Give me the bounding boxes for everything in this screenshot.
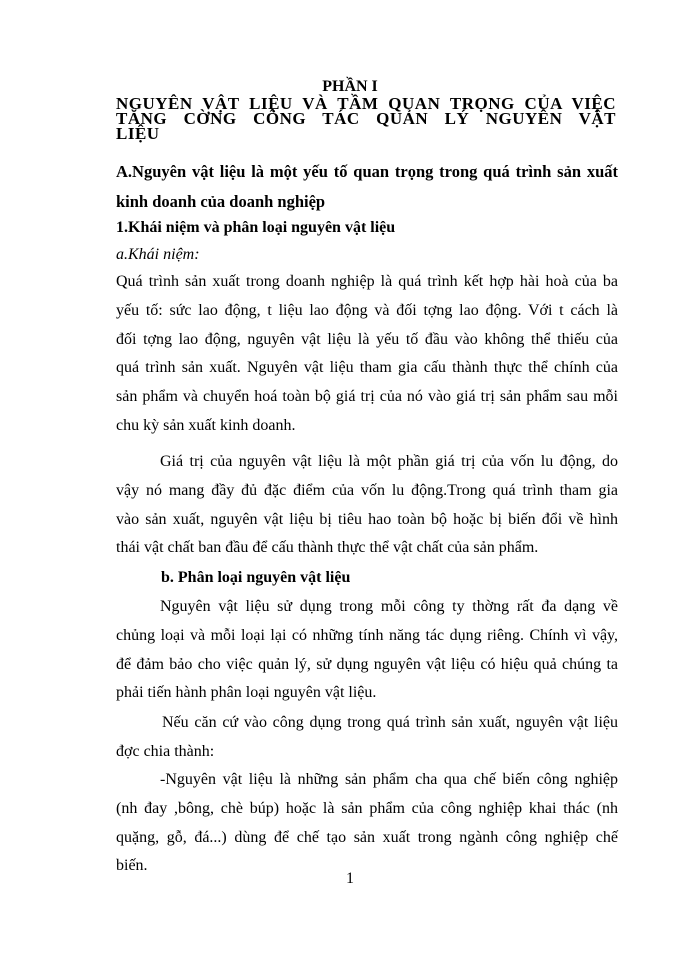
- text-line: vào sản xuất, nguyên vật liệu bị tiêu hao toàn bộ hoặc bị biến đổi về hình: [116, 510, 618, 528]
- page-number: 1: [346, 870, 354, 887]
- subheading-classification: b. Phân loại nguyên vật liệu: [161, 569, 351, 586]
- title-line: NGUYÊN VẬT LIỆU VÀ TẦM QUAN TRỌNG CỦA VIỆC: [116, 94, 616, 113]
- section-heading-1: 1.Khái niệm và phân loại nguyên vật liệu: [116, 219, 396, 236]
- text-line: để đảm bảo cho việc quản lý, sử dụng nguyên vật liệu có hiệu quả chúng ta: [116, 655, 618, 673]
- text-line: Giá trị của nguyên vật liệu là một phần giá trị của vốn lu động, do: [160, 453, 618, 470]
- text-line: biến.: [116, 857, 148, 875]
- text-line: -Nguyên vật liệu là những sản phẩm cha qua chế biến công nghiệp: [160, 771, 618, 788]
- subheading-concept: a.Khái niệm:: [116, 246, 200, 263]
- text-line: chu kỳ sản xuất kinh doanh.: [116, 416, 296, 434]
- text-line: yếu tố: sức lao động, t liệu lao động và đối tợng lao động. Với t cách là: [116, 301, 618, 319]
- text-line: quặng, gỗ, đá...) dùng để chế tạo sản xuất trong ngành công nghiệp chế: [116, 828, 618, 846]
- chapter-title: [116, 96, 616, 141]
- text-line: Quá trình sản xuất trong doanh nghiệp là quá trình kết hợp hài hoà của ba: [116, 273, 618, 290]
- text-line: phải tiến hành phân loại nguyên vật liệu.: [116, 684, 377, 702]
- paragraph-usage: [116, 709, 618, 767]
- text-line: chủng loại và mỗi loại lại có những tính năng tác dụng riêng. Chính vì vậy,: [116, 626, 618, 644]
- title-line: LIỆU: [116, 124, 160, 143]
- text-line: quá trình sản xuất. Nguyên vật liệu tham gia cấu thành thực thể chính của: [116, 359, 618, 377]
- part-heading: PHẦN I: [322, 78, 378, 95]
- text-line: Nếu căn cứ vào công dụng trong quá trình sản xuất, nguyên vật liệu: [162, 714, 618, 731]
- text-line: Nguyên vật liệu sử dụng trong mỗi công ty thờng rất đa dạng về: [160, 598, 618, 615]
- paragraph-value: [116, 448, 618, 563]
- text-line: thái vật chất ban đầu để cấu thành thực thể vật chất của sản phẩm.: [116, 539, 539, 557]
- text-line: (nh đay ,bông, chè búp) hoặc là sản phẩm của công nghiệp khai thác (nh: [116, 799, 618, 817]
- paragraph-raw-materials: [116, 766, 618, 881]
- paragraph-concept: [116, 268, 618, 441]
- paragraph-classification: [116, 593, 618, 708]
- title-line: TĂNG CỜNG CÔNG TÁC QUẢN LÝ NGUYÊN VẬT: [116, 109, 616, 128]
- section-heading-a: A.Nguyên vật liệu là một yếu tố quan trọng trong quá trình sản xuất kinh doanh của doanh nghiệp: [116, 162, 618, 211]
- text-line: sản phẩm và chuyển hoá toàn bộ giá trị của nó vào giá trị sản phẩm sau mỗi: [116, 388, 618, 406]
- text-line: vậy nó mang đầy đủ đặc điểm của vốn lu động.Trong quá trình tham gia: [116, 481, 618, 499]
- text-line: đối tợng lao động, nguyên vật liệu là yếu tố đầu vào không thể thiếu của: [116, 330, 618, 348]
- text-line: đợc chia thành:: [116, 742, 215, 760]
